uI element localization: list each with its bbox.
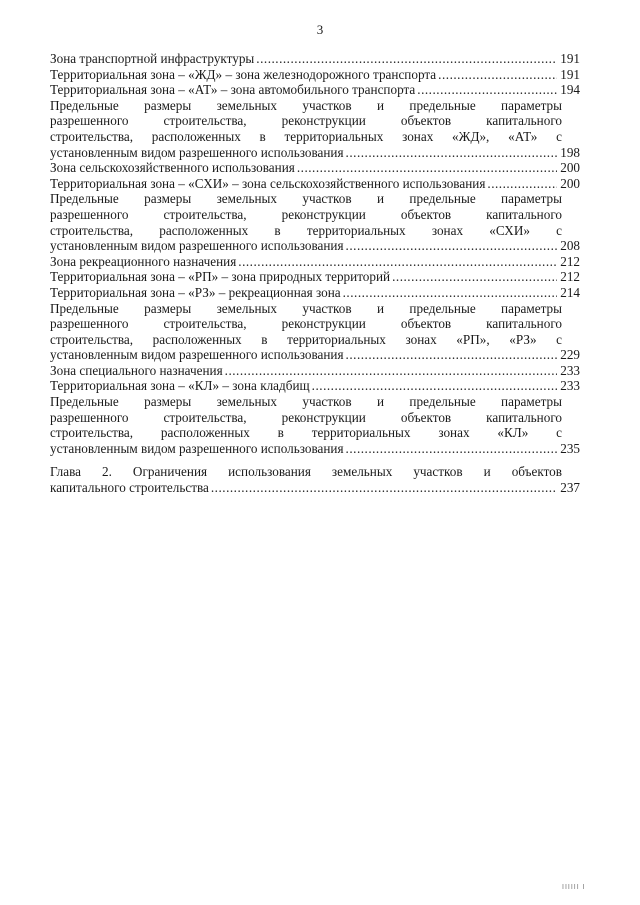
toc-entry-label: установленным видом разрешенного использования	[50, 238, 344, 254]
toc-entry[interactable]	[50, 269, 580, 285]
table-of-contents	[50, 51, 580, 496]
toc-entry-label: установленным видом разрешенного использования	[50, 440, 344, 456]
toc-page-number: 212	[560, 253, 580, 269]
toc-entry-line: Предельные размеры земельных участков и предельные параметры	[50, 191, 562, 207]
toc-entry-label: Территориальная зона – «СХИ» – зона сельскохозяйственного использования	[50, 175, 486, 191]
dot-leader	[312, 378, 558, 394]
toc-entry[interactable]	[50, 363, 580, 379]
toc-entry-line: разрешенного строительства, реконструкции объектов капитального	[50, 206, 562, 222]
toc-entry-label: Зона специального назначения	[50, 362, 223, 378]
toc-page-number: 235	[560, 440, 580, 456]
toc-page-number: 233	[560, 362, 580, 378]
dot-leader	[225, 363, 558, 379]
toc-entry-line: строительства, расположенных в территориальных зонах «ЖД», «АТ» с	[50, 128, 562, 144]
toc-entry[interactable]	[50, 67, 580, 83]
toc-entry[interactable]	[50, 254, 580, 270]
toc-entry-line: строительства, расположенных в территориальных зонах «КЛ» с	[50, 425, 562, 441]
scan-mark: ІІІІІІ І	[562, 884, 586, 891]
toc-entry[interactable]	[50, 301, 580, 363]
toc-entry-label: Территориальная зона – «РЗ» – рекреационная зона	[50, 284, 341, 300]
toc-page-number: 200	[560, 160, 580, 176]
dot-leader	[297, 160, 557, 176]
toc-entry[interactable]	[50, 98, 580, 160]
toc-page-number: 191	[560, 51, 580, 66]
toc-page-number: 229	[560, 347, 580, 363]
toc-entry-label: Территориальная зона – «ЖД» – зона железнодорожного транспорта	[50, 66, 437, 82]
toc-entry-last-line	[50, 347, 580, 363]
toc-entry[interactable]	[50, 394, 580, 456]
toc-entry[interactable]	[50, 378, 580, 394]
toc-entry[interactable]	[50, 51, 580, 67]
toc-entry[interactable]	[50, 82, 580, 98]
toc-page-number: 194	[560, 82, 580, 98]
toc-entry-last-line	[50, 441, 580, 457]
toc-entry-line: разрешенного строительства, реконструкции объектов капитального	[50, 409, 562, 425]
toc-entry-last-line	[50, 145, 580, 161]
dot-leader	[256, 51, 557, 67]
toc-entry[interactable]	[50, 464, 580, 495]
dot-leader	[346, 238, 558, 254]
toc-entry[interactable]	[50, 285, 580, 301]
dot-leader	[392, 269, 557, 285]
toc-page-number: 212	[560, 269, 580, 285]
toc-page-number: 208	[560, 238, 580, 254]
toc-page-number: 214	[560, 284, 580, 300]
toc-entry-last-line	[50, 238, 580, 254]
page-number: 3	[316, 22, 324, 37]
toc-page-number: 198	[560, 144, 580, 160]
toc-entry-line: строительства, расположенных в территориальных зонах «СХИ» с	[50, 222, 562, 238]
dot-leader	[343, 285, 558, 301]
dot-leader	[346, 347, 558, 363]
toc-entry-label: капитального строительства	[50, 480, 209, 496]
toc-entry-label: Зона транспортной инфраструктуры	[50, 51, 255, 66]
toc-entry-line: строительства, расположенных в территориальных зонах «РП», «РЗ» с	[50, 331, 562, 347]
dot-leader	[346, 145, 558, 161]
toc-entry[interactable]	[50, 160, 580, 176]
toc-entry[interactable]	[50, 191, 580, 253]
dot-leader	[211, 480, 557, 496]
dot-leader	[487, 176, 557, 192]
toc-entry[interactable]	[50, 176, 580, 192]
dot-leader	[238, 254, 557, 270]
toc-entry-label: Территориальная зона – «РП» – зона природных территорий	[50, 269, 391, 285]
toc-entry-line: Предельные размеры земельных участков и предельные параметры	[50, 394, 562, 410]
toc-entry-line: Глава 2. Ограничения использования земельных участков и объектов	[50, 464, 562, 480]
toc-page-number: 233	[560, 378, 580, 394]
toc-page-number: 200	[560, 175, 580, 191]
toc-entry-line: Предельные размеры земельных участков и предельные параметры	[50, 300, 562, 316]
dot-leader	[417, 82, 557, 98]
toc-entry-line: разрешенного строительства, реконструкции объектов капитального	[50, 316, 562, 332]
dot-leader	[346, 441, 558, 457]
toc-entry-last-line	[50, 480, 580, 496]
toc-entry-label: Зона сельскохозяйственного использования	[50, 160, 295, 176]
toc-entry-label: Территориальная зона – «АТ» – зона автомобильного транспорта	[50, 82, 416, 98]
dot-leader	[438, 67, 557, 83]
section-gap	[50, 456, 580, 464]
toc-entry-label: Территориальная зона – «КЛ» – зона кладбищ	[50, 378, 310, 394]
toc-page-number: 191	[560, 66, 580, 82]
toc-entry-label: установленным видом разрешенного использования	[50, 144, 344, 160]
toc-entry-label: установленным видом разрешенного использования	[50, 347, 344, 363]
toc-entry-line: разрешенного строительства, реконструкции объектов капитального	[50, 113, 562, 129]
toc-page-number: 237	[560, 480, 580, 496]
toc-entry-label: Зона рекреационного назначения	[50, 253, 237, 269]
toc-entry-line: Предельные размеры земельных участков и предельные параметры	[50, 97, 562, 113]
